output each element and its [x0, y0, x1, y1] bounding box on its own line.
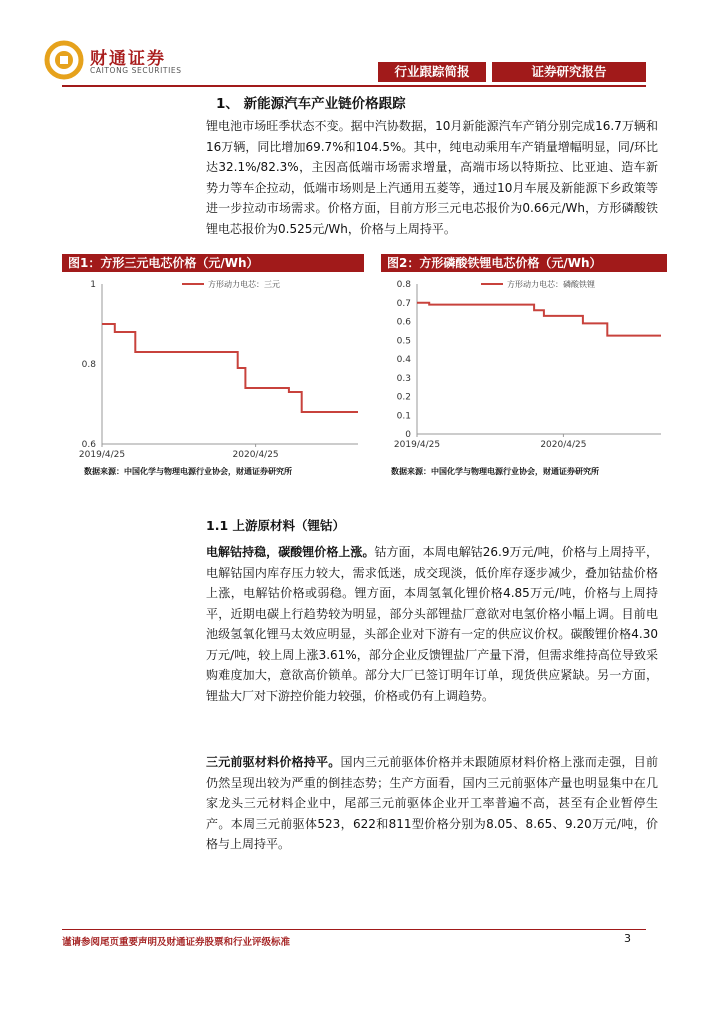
figure-1-chart — [62, 272, 364, 464]
cobalt-lithium-body: 钴方面，本周电解钴26.9万元/吨，价格与上周持平，电解钴国内库存压力较大，需求低迷，成交现淡，低价库存逐步减少，叠加钴盐价格上涨，电解钴价格或弱稳。锂方面，本周氢氧化锂价格4.85万元/吨，价格与上周持平，近期电碳上行趋势较为明显，部分头部锂盐厂意欲对电氢价格小幅上调。目前电池级氢氧化锂马太效应明显，头部企业对下游有一定的供应议价权。碳酸锂价格4.30万元/吨，较上周上涨3.61%，部分企业反馈锂盐厂产量下滑，但需求维持高位导致采购难度加大，意欲高价锁单。部分大厂已签订明年订单，现货供应紧缺。另一方面，锂盐大厂对下游控价能力较强，价格或仍有上调趋势。 — [206, 545, 658, 703]
y-tick-label: 1 — [90, 280, 96, 290]
y-tick-label: 0.2 — [396, 392, 411, 403]
y-tick-label: 0.4 — [396, 355, 411, 365]
section-title: 1、 新能源汽车产业链价格跟踪 — [216, 96, 406, 112]
y-tick-label: 0.3 — [396, 373, 411, 384]
section-intro-paragraph: 锂电池市场旺季状态不变。据中汽协数据，10月新能源汽车产销分别完成16.7万辆和16万辆，同比增加69.7%和104.5%。其中，纯电动乘用车产销量增幅明显，同/环比达32.1%/82.3%，主因高低端市场需求增量，高端市场以特斯拉、比亚迪、造车新势力等车企拉动，低端市场则是上汽通用五菱等，通过10月车展及新能源下乡政策等进一步拉动市场需求。价格方面，目前方形三元电芯报价为0.66元/Wh，方形磷酸铁锂电芯报价为0.525元/Wh，价格与上周持平。 — [206, 119, 658, 236]
cobalt-lithium-paragraph — [206, 542, 658, 706]
x-tick-label: 2019/4/25 — [78, 450, 126, 460]
y-tick-label: 0.1 — [396, 411, 411, 422]
figure-2-chart — [381, 272, 667, 464]
report-type-label: 行业跟踪简报 — [378, 62, 486, 82]
report-category-label: 证券研究报告 — [492, 62, 646, 82]
figure-2-source: 数据来源：中国化学与物理电源行业协会，财通证券研究所 — [391, 467, 599, 476]
y-tick-label: 0 — [405, 430, 411, 440]
footer-divider — [62, 929, 646, 930]
header-labels — [378, 62, 646, 82]
footer-disclaimer: 谨请参阅尾页重要声明及财通证券股票和行业评级标准 — [62, 937, 291, 948]
x-tick-label: 2020/4/25 — [232, 450, 279, 460]
series-line — [102, 324, 358, 412]
figure-2-title: 图2：方形磷酸铁锂电芯价格（元/Wh） — [381, 254, 667, 272]
legend-label: 方形动力电芯：磷酸铁锂 — [507, 280, 595, 289]
header-divider — [62, 85, 646, 87]
coin-logo-icon — [44, 40, 84, 80]
y-tick-label: 0.6 — [81, 440, 96, 450]
figure-1-title: 图1：方形三元电芯价格（元/Wh） — [62, 254, 364, 272]
y-tick-label: 0.8 — [396, 280, 411, 290]
brand-name-cn: 财通证券 — [90, 49, 166, 69]
brand-name-en: CAITONG SECURITIES — [90, 66, 182, 75]
series-line — [417, 303, 661, 336]
y-tick-label: 0.5 — [396, 336, 411, 347]
subsection-title: 1.1 上游原材料（锂钴） — [206, 518, 345, 533]
y-tick-label: 0.8 — [81, 360, 96, 370]
company-logo — [44, 40, 194, 90]
precursor-lead: 三元前驱材料价格持平。 — [206, 755, 341, 769]
cobalt-lithium-lead: 电解钴持稳，碳酸锂价格上涨。 — [206, 545, 375, 559]
x-tick-label: 2020/4/25 — [540, 440, 587, 450]
precursor-body: 国内三元前驱体价格并未跟随原材料价格上涨而走强，目前仍然呈现出较为严重的倒挂态势；生产方面看，国内三元前驱体产量也明显集中在几家龙头三元材料企业中，尾部三元前驱体企业开工率普遍不高，甚至有企业暂停生产。本周三元前驱体523，622和811型价格分别为8.05、8.65、9.20万元/吨，价格与上周持平。 — [206, 755, 658, 851]
y-tick-label: 0.7 — [396, 298, 411, 309]
legend-label: 方形动力电芯：三元 — [208, 280, 280, 289]
x-tick-label: 2019/4/25 — [393, 440, 441, 450]
precursor-paragraph — [206, 752, 658, 855]
y-tick-label: 0.6 — [396, 317, 411, 328]
figure-1-source: 数据来源：中国化学与物理电源行业协会，财通证券研究所 — [84, 467, 292, 476]
page-number: 3 — [624, 932, 631, 945]
